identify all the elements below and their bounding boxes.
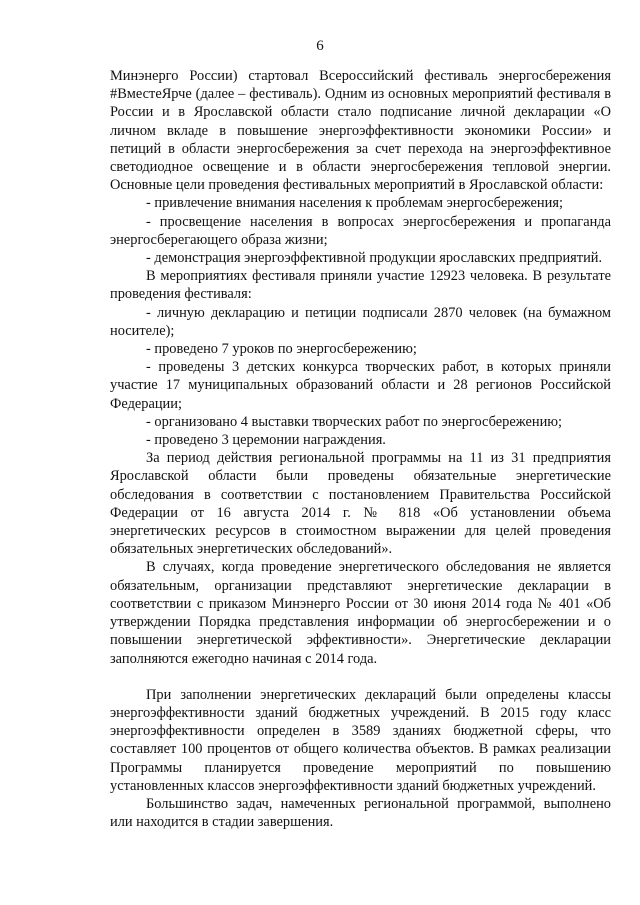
page-number: 6 [316,38,324,54]
list-item-exhibitions: - организовано 4 выставки творческих работ по энергосбережению; [146,413,563,430]
list-item-lessons: - проведено 7 уроков по энергосбережению; [146,341,417,358]
paragraph-energy-declarations: В случаях, когда проведение энергетического обследования не является обязательным, организации представляют энергетические декларации в соответствии с приказом Минэнерго России от 30 июня 2014 года № 401 «Об утверждении Порядка представления информации об энергосбережении и о повышении энергетической эффективности». Энергетические декларации заполняются ежегодно начиная с 2014 года. [110,559,611,667]
list-item-attract-attention: - привлечение внимания населения к проблемам энергосбережения; [146,195,563,212]
document-body [110,67,611,831]
paragraph-festival-intro: Минэнерго России) стартовал Всероссийский фестиваль энергосбережения #ВместеЯрче (далее – фестиваль). Одним из основных мероприятий фестиваля в России и в Ярославской области стало подписание личной декларации «О личном вкладе в повышение энергоэффективности экономики России» и петиций в области энергосбережения за счет перехода на энергоэффективное светодиодное освещение и в области энергосбережения тепловой энергии. Основные цели проведения фестивальных мероприятий в Ярославской области: [110,68,611,194]
paragraph-conclusion: Большинство задач, намеченных региональной программой, выполнено или находится в стадии завершения. [110,795,611,831]
list-item-contests: - проведены 3 детских конкурса творческих работ, в которых приняли участие 17 муниципальных образований области и 28 регионов Российской Федерации; [110,359,611,412]
list-item-declarations-signed: - личную декларацию и петиции подписали 2870 человек (на бумажном носителе); [110,304,611,339]
paragraph-energy-audits: За период действия региональной программы на 11 из 31 предприятия Ярославской области были проведены обязательные энергетические обследования в соответствии с постановлением Правительства Российской Федерации от 16 августа 2014 г. № 818 «Об установлении объема энергетических ресурсов в стоимостном выражении для целей проведения обязательных энергетических обследований». [110,450,611,558]
paragraph-participants: В мероприятиях фестиваля приняли участие 12923 человека. В результате проведения фестиваля: [110,268,611,303]
paragraph-efficiency-classes: При заполнении энергетических деклараций были определены классы энергоэффективности зданий бюджетных учреждений. В 2015 году класс энергоэффективности определен в 3589 зданиях бюджетной сферы, что составляет 100 процентов от общего количества объектов. В рамках реализации Программы планируется проведение мероприятий по повышению установленных классов энергоэффективности зданий бюджетных учреждений. [110,686,611,794]
list-item-demonstration: - демонстрация энергоэффективной продукции ярославских предприятий. [146,250,603,267]
list-item-education: - просвещение населения в вопросах энергосбережения и пропаганда энергосберегающего образа жизни; [110,213,611,248]
list-item-ceremonies: - проведено 3 церемонии награждения. [146,432,386,449]
